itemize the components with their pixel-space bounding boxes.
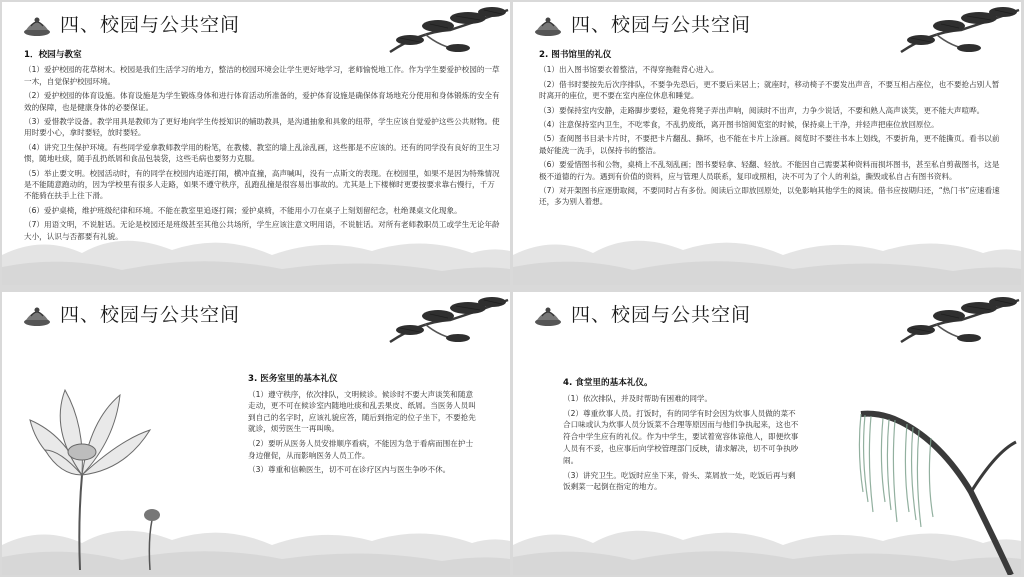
paragraph: （3）尊重和信赖医生，切不可在诊疗区内与医生争吵不休。	[248, 465, 451, 475]
slide-3	[2, 292, 510, 575]
paragraph: （3）爱惜教学设备。教学用具是教师为了更好地向学生传授知识的辅助教具，是沟通抽象和具象的纽带，学生应该自觉爱护这些公共财物。使用时要小心，拿时要轻，放时要轻。	[24, 117, 500, 138]
slide-body	[24, 50, 502, 245]
slide-body	[248, 374, 476, 479]
slide-4	[513, 292, 1021, 575]
paragraph: （1）爱护校园的花草树木。校园是我们生活学习的地方，整洁的校园环境会让学生更好地学习，老师愉悦地工作。作为学生要爱护校园的一草一木，自觉保护校园环境。	[24, 65, 500, 86]
paragraph: （2）尊重炊事人员。打饭时，有的同学有时会因为炊事人员做的菜不合口味或认为炊事人员分饭菜不合理等原因而与他们争执起来，这也不符合中学生应有的礼仪。作为中学生，要试着宽容体谅他人，即便炊事人员有不妥，也应事后向学校管理部门反映，请求解决，切不可争执吵闹。	[563, 408, 799, 465]
slide-title: 四、校园与公共空间	[60, 304, 241, 326]
paragraph: （1）出入图书馆要衣着整洁，不得穿拖鞋背心进入。	[539, 65, 719, 75]
slide-title: 四、校园与公共空间	[571, 14, 752, 36]
paragraph: （6）要爱惜图书和公物，桌椅上不乱刻乱画；图书要轻拿、轻翻、轻放。不能因自己需要某种资料而损坏图书，甚至私自剪裁图书，这是极不道德的行为。遇到有价值的资料，应与管理人员联系，复印或照相，决不可为了个人的利益，撕毁或私自占有图书资料。	[539, 160, 1000, 181]
ink-pot-icon	[22, 302, 52, 328]
slide-body	[539, 50, 1007, 211]
willow-tree-illustration	[821, 352, 1021, 575]
ink-pot-icon	[533, 12, 563, 38]
pine-branch-decoration	[891, 292, 1021, 347]
paragraph: （3）讲究卫生。吃饭时应坐下来，骨头、菜屑放一处，吃饭后再与剩饭剩菜一起倒在指定的地方。	[563, 470, 796, 492]
slide-title: 四、校园与公共空间	[60, 14, 241, 36]
slide-1	[2, 2, 510, 285]
lotus-flower-illustration	[20, 380, 170, 570]
paragraph: （4）注意保持室内卫生，不吃零食，不乱扔废纸，离开图书馆阅览室的时候，保持桌上干净，并轻声把座位放回原位。	[539, 120, 939, 130]
paragraph: （4）讲究卫生保护环境。有些同学爱拿教师教学用的粉笔，在教楼、教室的墙上乱涂乱画，这些都是不应该的。还有的同学没有良好的卫生习惯，随地吐痰，随手乱扔纸屑和食品包装袋，这些毛病也要努力克服。	[24, 142, 500, 164]
slide-2	[513, 2, 1021, 285]
mountain-background	[513, 215, 1021, 285]
paragraph: （2）借书时要按先后次序排队，不要争先恐后，更不要后来居上；就座时，移动椅子不要发出声音，不要互相占座位，也不要抢占别人暂时离开的座位，更不要在室内座位休息和睡觉。	[539, 79, 1000, 101]
paragraph: （1）依次排队，并及时帮助有困难的同学。	[563, 393, 713, 403]
paragraph: （6）爱护桌椅，维护班级纪律和环境。不能在教室里追逐打闹；爱护桌椅，不能用小刀在桌子上刻划留纪念，杜绝课桌文化现象。	[24, 205, 462, 215]
paragraph: （2）要听从医务人员安排顺序看病，不能因为急于看病而围在护士身边催促，从而影响医务人员工作。	[248, 438, 474, 460]
slide-title: 四、校园与公共空间	[571, 304, 752, 326]
paragraph: （7）对开架图书应逐册取阅，不要同时占有多份。阅读后立即放回原处，以免影响其他学生的阅读。借书应按期归还，“热门书”应速看速还，多为别人着想。	[539, 186, 1000, 207]
pine-branch-decoration	[380, 292, 510, 347]
ink-pot-icon	[533, 302, 563, 328]
section-heading: 1．校园与教室	[24, 50, 82, 60]
slide-body	[563, 378, 803, 496]
section-heading: 4. 食堂里的基本礼仪。	[563, 378, 653, 388]
paragraph: （5）举止要文明。校园活动时，有的同学在校园内追逐打闹，横冲直撞，高声喊叫，没有一点斯文的表现。在校园里，如果不是因为特殊情况是不能随意跑动的，因为学校里有很多人走路，如果不遵守秩序，乱跑乱撞是很容易出事故的。尤其是上下楼梯时更要按要求靠右慢行，千万不能骑在扶手上往下滑。	[24, 168, 500, 201]
section-heading: 3. 医务室里的基本礼仪	[248, 374, 338, 384]
paragraph: （3）要保持室内安静，走路脚步要轻，避免将凳子弄出声响，阅读时不出声，力争少说话，不要和熟人高声谈笑，更不能大声喧哗。	[539, 105, 985, 115]
paragraph: （7）用语文明，不说脏话。无论是校园还是班级甚至其他公共场所，学生应该注意文明用语，不说脏话。对所有老师教职员工或学生无论年龄大小，认识与否都要有礼貌。	[24, 220, 500, 241]
paragraph: （1）遵守秩序，依次排队，文明候诊。候诊时不要大声谈笑和随意走动，更不可在候诊室内随地吐痰和乱丢果皮、纸屑。当医务人员叫到自己的名字时，应该礼貌应答，随后到指定的位子坐下，不要抢先就诊，烦劳医生一再叫唤。	[248, 389, 476, 434]
pine-branch-decoration	[891, 2, 1021, 57]
section-heading: 2. 图书馆里的礼仪	[539, 50, 612, 60]
ink-pot-icon	[22, 12, 52, 38]
pine-branch-decoration	[380, 2, 510, 57]
paragraph: （5）查阅图书目录卡片时，不要把卡片翻乱、撕坏，也不能在卡片上涂画。阅览时不要往书本上划线，不要折角，更不能撕页。看书以前最好能洗一洗手，以保持书的整洁。	[539, 134, 1000, 155]
paragraph: （2）爱护校园的体育设施。体育设施是为学生锻炼身体和进行体育活动所准备的，爱护体育设施是确保体育场地充分使用和身体锻炼的安全有效的保障，也是健康身体的必要保证。	[24, 91, 500, 112]
